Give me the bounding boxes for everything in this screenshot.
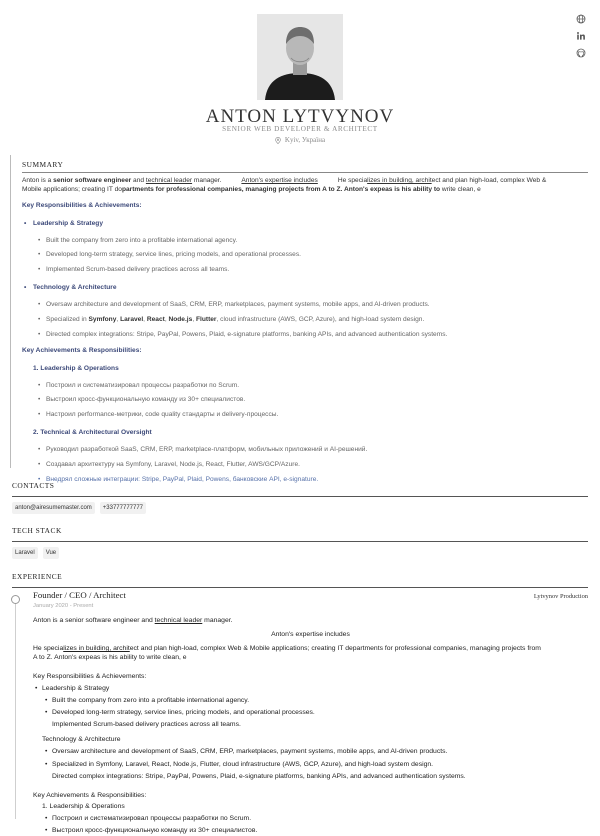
intro-underline: Anton's expertise includes bbox=[241, 177, 318, 184]
location-text: Kyiv, Україна bbox=[284, 136, 326, 144]
tech-bold: React bbox=[146, 316, 165, 324]
group-title: • Technology & Architecture bbox=[22, 284, 588, 293]
experience-entry bbox=[33, 590, 588, 836]
achievements-title: Key Achievements & Responsibilities: bbox=[22, 346, 142, 354]
desc-text: ect and plan high-load, complex Web & Mobile applications; creating IT departments for professional companies, managing projects from bbox=[129, 645, 541, 653]
job-expertise: Anton's expertise includes bbox=[271, 630, 350, 638]
ordered-group-title: 1. Leadership & Operations bbox=[33, 364, 119, 372]
tech-bold: Flutter bbox=[195, 316, 217, 324]
tech-bold: Symfony bbox=[88, 316, 117, 324]
intro-bold: senior software engineer bbox=[53, 177, 132, 184]
intro-underline: technical leader bbox=[145, 177, 193, 184]
item-text: , cloud infrastructure (AWS, GCP, Azure), and high-load system design. bbox=[216, 316, 425, 324]
globe-icon[interactable] bbox=[576, 14, 586, 24]
email-chip[interactable]: anton@airesumemaster.com bbox=[12, 502, 95, 514]
timeline-line bbox=[15, 600, 16, 819]
github-icon[interactable] bbox=[576, 48, 586, 58]
linkedin-icon[interactable] bbox=[576, 31, 586, 41]
tech-bold: Node.js bbox=[168, 316, 193, 324]
job-responsibilities-title: Key Responsibilities & Achievements: bbox=[33, 673, 147, 681]
job-list-item: • Built the company from zero into a profitable international agency. bbox=[33, 696, 588, 705]
intro-text: manager. bbox=[202, 616, 233, 624]
desc-text: He specia bbox=[33, 645, 64, 653]
intro-text: and bbox=[131, 177, 146, 184]
job-list-item: • Выстроил кросс-функциональную команду из 30+ специалистов. bbox=[33, 826, 588, 835]
list-item: • Specialized in Symfony, Laravel, React, Node.js, Flutter, cloud infrastructure (AWS, GCP, Azure), and high-load system design. bbox=[22, 316, 588, 325]
list-item: • Выстроил кросс-функциональную команду из 30+ специалистов. bbox=[22, 396, 588, 405]
avatar bbox=[257, 14, 343, 100]
job-list-item: • Oversaw architecture and development of SaaS, CRM, ERP, marketplaces, payment systems, mobile apps, and AI-driven products. bbox=[33, 747, 588, 756]
job-company: Lytvynov Production bbox=[533, 593, 588, 600]
list-item: • Настроил performance-метрики, code quality стандарты и delivery-процессы. bbox=[22, 411, 588, 420]
intro-underline: technical leader bbox=[154, 616, 203, 624]
job-role: Founder / CEO / Architect bbox=[33, 590, 126, 600]
tech-chip: Laravel bbox=[12, 547, 38, 559]
tech-stack-title: TECH STACK bbox=[12, 526, 588, 542]
list-item: • Built the company from zero into a profitable international agency. bbox=[22, 237, 588, 246]
social-links bbox=[576, 14, 586, 58]
list-item: • Directed complex integrations: Stripe, PayPal, Powens, Plaid, e-signature platforms, banking APIs, and advanced authentication systems. bbox=[22, 331, 588, 340]
tech-bold: Laravel bbox=[120, 316, 144, 324]
location bbox=[0, 136, 600, 145]
intro-text: Mobile applications; creating IT do bbox=[22, 185, 122, 193]
contacts-section bbox=[12, 481, 588, 514]
list-item: • Внедрял сложные интеграции: Stripe, PayPal, Plaid, Powens, банковские API, e-signature. bbox=[22, 476, 588, 485]
job-list-item: Directed complex integrations: Stripe, PayPal, Powens, Plaid, e-signature platforms, banking APIs, and advanced authentication systems. bbox=[52, 772, 466, 780]
tech-stack-section bbox=[12, 526, 588, 559]
timeline-dot bbox=[11, 595, 20, 604]
ordered-group-title: 2. Technical & Architectural Oversight bbox=[33, 429, 152, 437]
list-item: • Построил и систематизировал процессы разработки по Scrum. bbox=[22, 382, 588, 391]
list-item: • Руководил разработкой SaaS, CRM, ERP, marketplace-платформ, мобильных приложений и AI-решений. bbox=[22, 446, 588, 455]
summary-intro bbox=[22, 177, 588, 186]
intro-text: He specia bbox=[337, 177, 368, 184]
experience-title: EXPERIENCE bbox=[12, 572, 588, 588]
job-date: January 2020 - Present bbox=[33, 602, 94, 609]
job-description-line2: A to Z. Anton's expeas is his ability to write clean, e bbox=[33, 654, 187, 662]
list-item: • Oversaw architecture and development of SaaS, CRM, ERP, marketplaces, payment systems, mobile apps, and AI-driven products. bbox=[22, 301, 588, 310]
location-pin-icon bbox=[275, 137, 281, 144]
list-item: • Создавал архитектуру на Symfony, Laravel, Node.js, React, Flutter, AWS/GCP/Azure. bbox=[22, 461, 588, 470]
intro-text: ect and plan high-load, complex Web & bbox=[431, 177, 547, 184]
item-text: Specialized in bbox=[46, 316, 89, 324]
summary-title: SUMMARY bbox=[22, 155, 588, 173]
group-title: • Leadership & Strategy bbox=[22, 220, 588, 229]
job-list-item: Implemented Scrum-based delivery practices across all teams. bbox=[52, 721, 241, 729]
intro-bold: partments for professional companies, managing projects from A to Z. Anton's expeas is his ability to bbox=[121, 185, 441, 193]
job-ordered-title: 1. Leadership & Operations bbox=[42, 803, 125, 811]
contacts-title: CONTACTS bbox=[12, 481, 588, 497]
job-group-title: Technology & Architecture bbox=[42, 736, 121, 744]
job-description bbox=[33, 644, 586, 653]
intro-text: Anton is a bbox=[22, 177, 54, 184]
job-intro bbox=[33, 616, 588, 625]
responsibilities-title: Key Responsibilities & Achievements: bbox=[22, 201, 142, 209]
job-list-item: • Specialized in Symfony, Laravel, React, Node.js, Flutter, cloud infrastructure (AWS, GCP, Azure), and high-load system design. bbox=[33, 760, 588, 769]
candidate-role: SENIOR WEB DEVELOPER & ARCHITECT bbox=[222, 125, 378, 133]
intro-underline: lizes in building, archit bbox=[367, 177, 432, 184]
job-group-title: • Leadership & Strategy bbox=[33, 684, 588, 693]
phone-chip[interactable]: +33777777777 bbox=[100, 502, 146, 514]
desc-underline: lizes in building, archit bbox=[63, 645, 130, 653]
intro-text: manager. bbox=[192, 177, 222, 184]
list-item: • Developed long-term strategy, service lines, pricing models, and operational processes. bbox=[22, 251, 588, 260]
tech-chip: Vue bbox=[43, 547, 59, 559]
intro-text: Anton is a senior software engineer and bbox=[33, 616, 155, 624]
job-list-item: • Developed long-term strategy, service lines, pricing models, and operational processes. bbox=[33, 708, 588, 717]
candidate-name: ANTON LYTVYNOV bbox=[205, 106, 395, 127]
summary-intro-line2 bbox=[22, 186, 588, 195]
intro-text: write clean, e bbox=[440, 185, 481, 193]
list-item: • Implemented Scrum-based delivery practices across all teams. bbox=[22, 266, 588, 275]
experience-section bbox=[12, 572, 588, 588]
job-list-item: • Построил и систематизировал процессы разработки по Scrum. bbox=[33, 814, 588, 823]
summary-section bbox=[10, 155, 588, 483]
job-achievements-title: Key Achievements & Responsibilities: bbox=[33, 791, 147, 799]
